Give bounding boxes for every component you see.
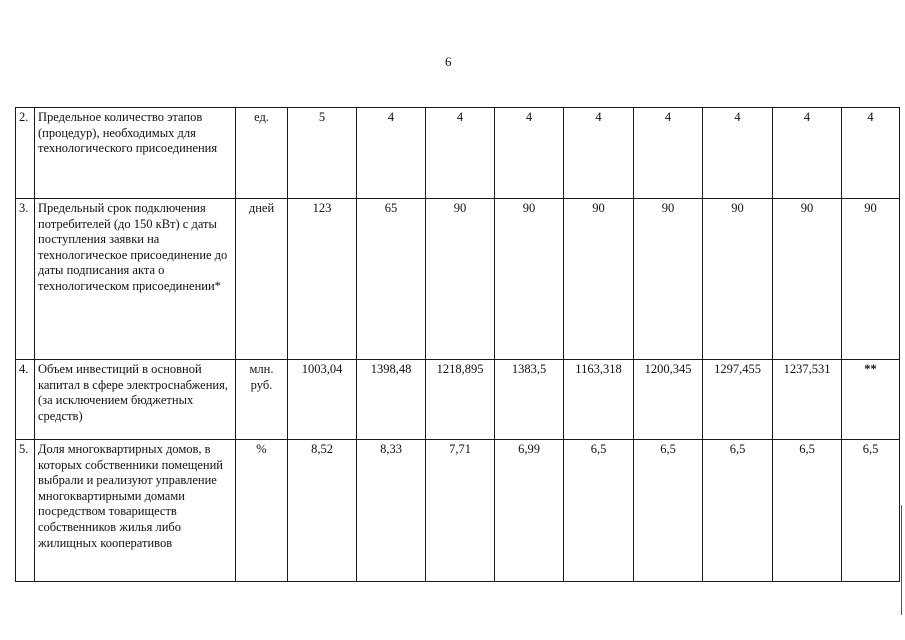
value-cell: 90	[703, 199, 773, 360]
value-cell: 1200,345	[634, 360, 703, 440]
table-body	[16, 108, 900, 582]
unit-cell: %	[236, 440, 288, 582]
table-row	[16, 440, 900, 582]
value-cell: 90	[773, 199, 842, 360]
value-cell: 7,71	[426, 440, 495, 582]
indicator-name: Предельное количество этапов (процедур), необходимых для технологического присоединения	[35, 108, 236, 199]
table-row	[16, 360, 900, 440]
scan-edge-line	[901, 505, 902, 615]
row-number: 5.	[16, 440, 35, 582]
page-number: 6	[445, 54, 452, 69]
value-cell: **	[842, 360, 900, 440]
value-cell: 4	[703, 108, 773, 199]
value-cell: 1218,895	[426, 360, 495, 440]
value-cell: 90	[564, 199, 634, 360]
value-cell: 6,5	[703, 440, 773, 582]
value-cell: 6,5	[634, 440, 703, 582]
table-row	[16, 108, 900, 199]
value-cell: 8,33	[357, 440, 426, 582]
row-number: 3.	[16, 199, 35, 360]
indicators-table	[15, 107, 900, 582]
value-cell: 6,5	[773, 440, 842, 582]
unit-cell: дней	[236, 199, 288, 360]
value-cell: 65	[357, 199, 426, 360]
value-cell: 6,5	[564, 440, 634, 582]
unit-cell: млн. руб.	[236, 360, 288, 440]
value-cell: 4	[495, 108, 564, 199]
indicator-name: Объем инвестиций в основной капитал в сфере электроснабжения, (за исключением бюджетных средств)	[35, 360, 236, 440]
row-number: 4.	[16, 360, 35, 440]
value-cell: 1003,04	[288, 360, 357, 440]
row-number: 2.	[16, 108, 35, 199]
unit-cell: ед.	[236, 108, 288, 199]
value-cell: 1398,48	[357, 360, 426, 440]
value-cell: 123	[288, 199, 357, 360]
value-cell: 90	[634, 199, 703, 360]
value-cell: 8,52	[288, 440, 357, 582]
indicator-name: Предельный срок подключения потребителей (до 150 кВт) с даты поступления заявки на технологическое присоединение до даты подписания акта о технологическом присоединении*	[35, 199, 236, 360]
value-cell: 1297,455	[703, 360, 773, 440]
value-cell: 6,99	[495, 440, 564, 582]
value-cell: 90	[842, 199, 900, 360]
value-cell: 90	[495, 199, 564, 360]
value-cell: 4	[564, 108, 634, 199]
value-cell: 90	[426, 199, 495, 360]
value-cell: 4	[634, 108, 703, 199]
value-cell: 5	[288, 108, 357, 199]
table-row	[16, 199, 900, 360]
value-cell: 4	[842, 108, 900, 199]
indicator-name: Доля многоквартирных домов, в которых собственники помещений выбрали и реализуют управление многоквартирными домами посредством товариществ собственников жилья либо жилищных кооперативов	[35, 440, 236, 582]
value-cell: 4	[773, 108, 842, 199]
value-cell: 4	[357, 108, 426, 199]
value-cell: 6,5	[842, 440, 900, 582]
value-cell: 1383,5	[495, 360, 564, 440]
value-cell: 1237,531	[773, 360, 842, 440]
value-cell: 1163,318	[564, 360, 634, 440]
value-cell: 4	[426, 108, 495, 199]
